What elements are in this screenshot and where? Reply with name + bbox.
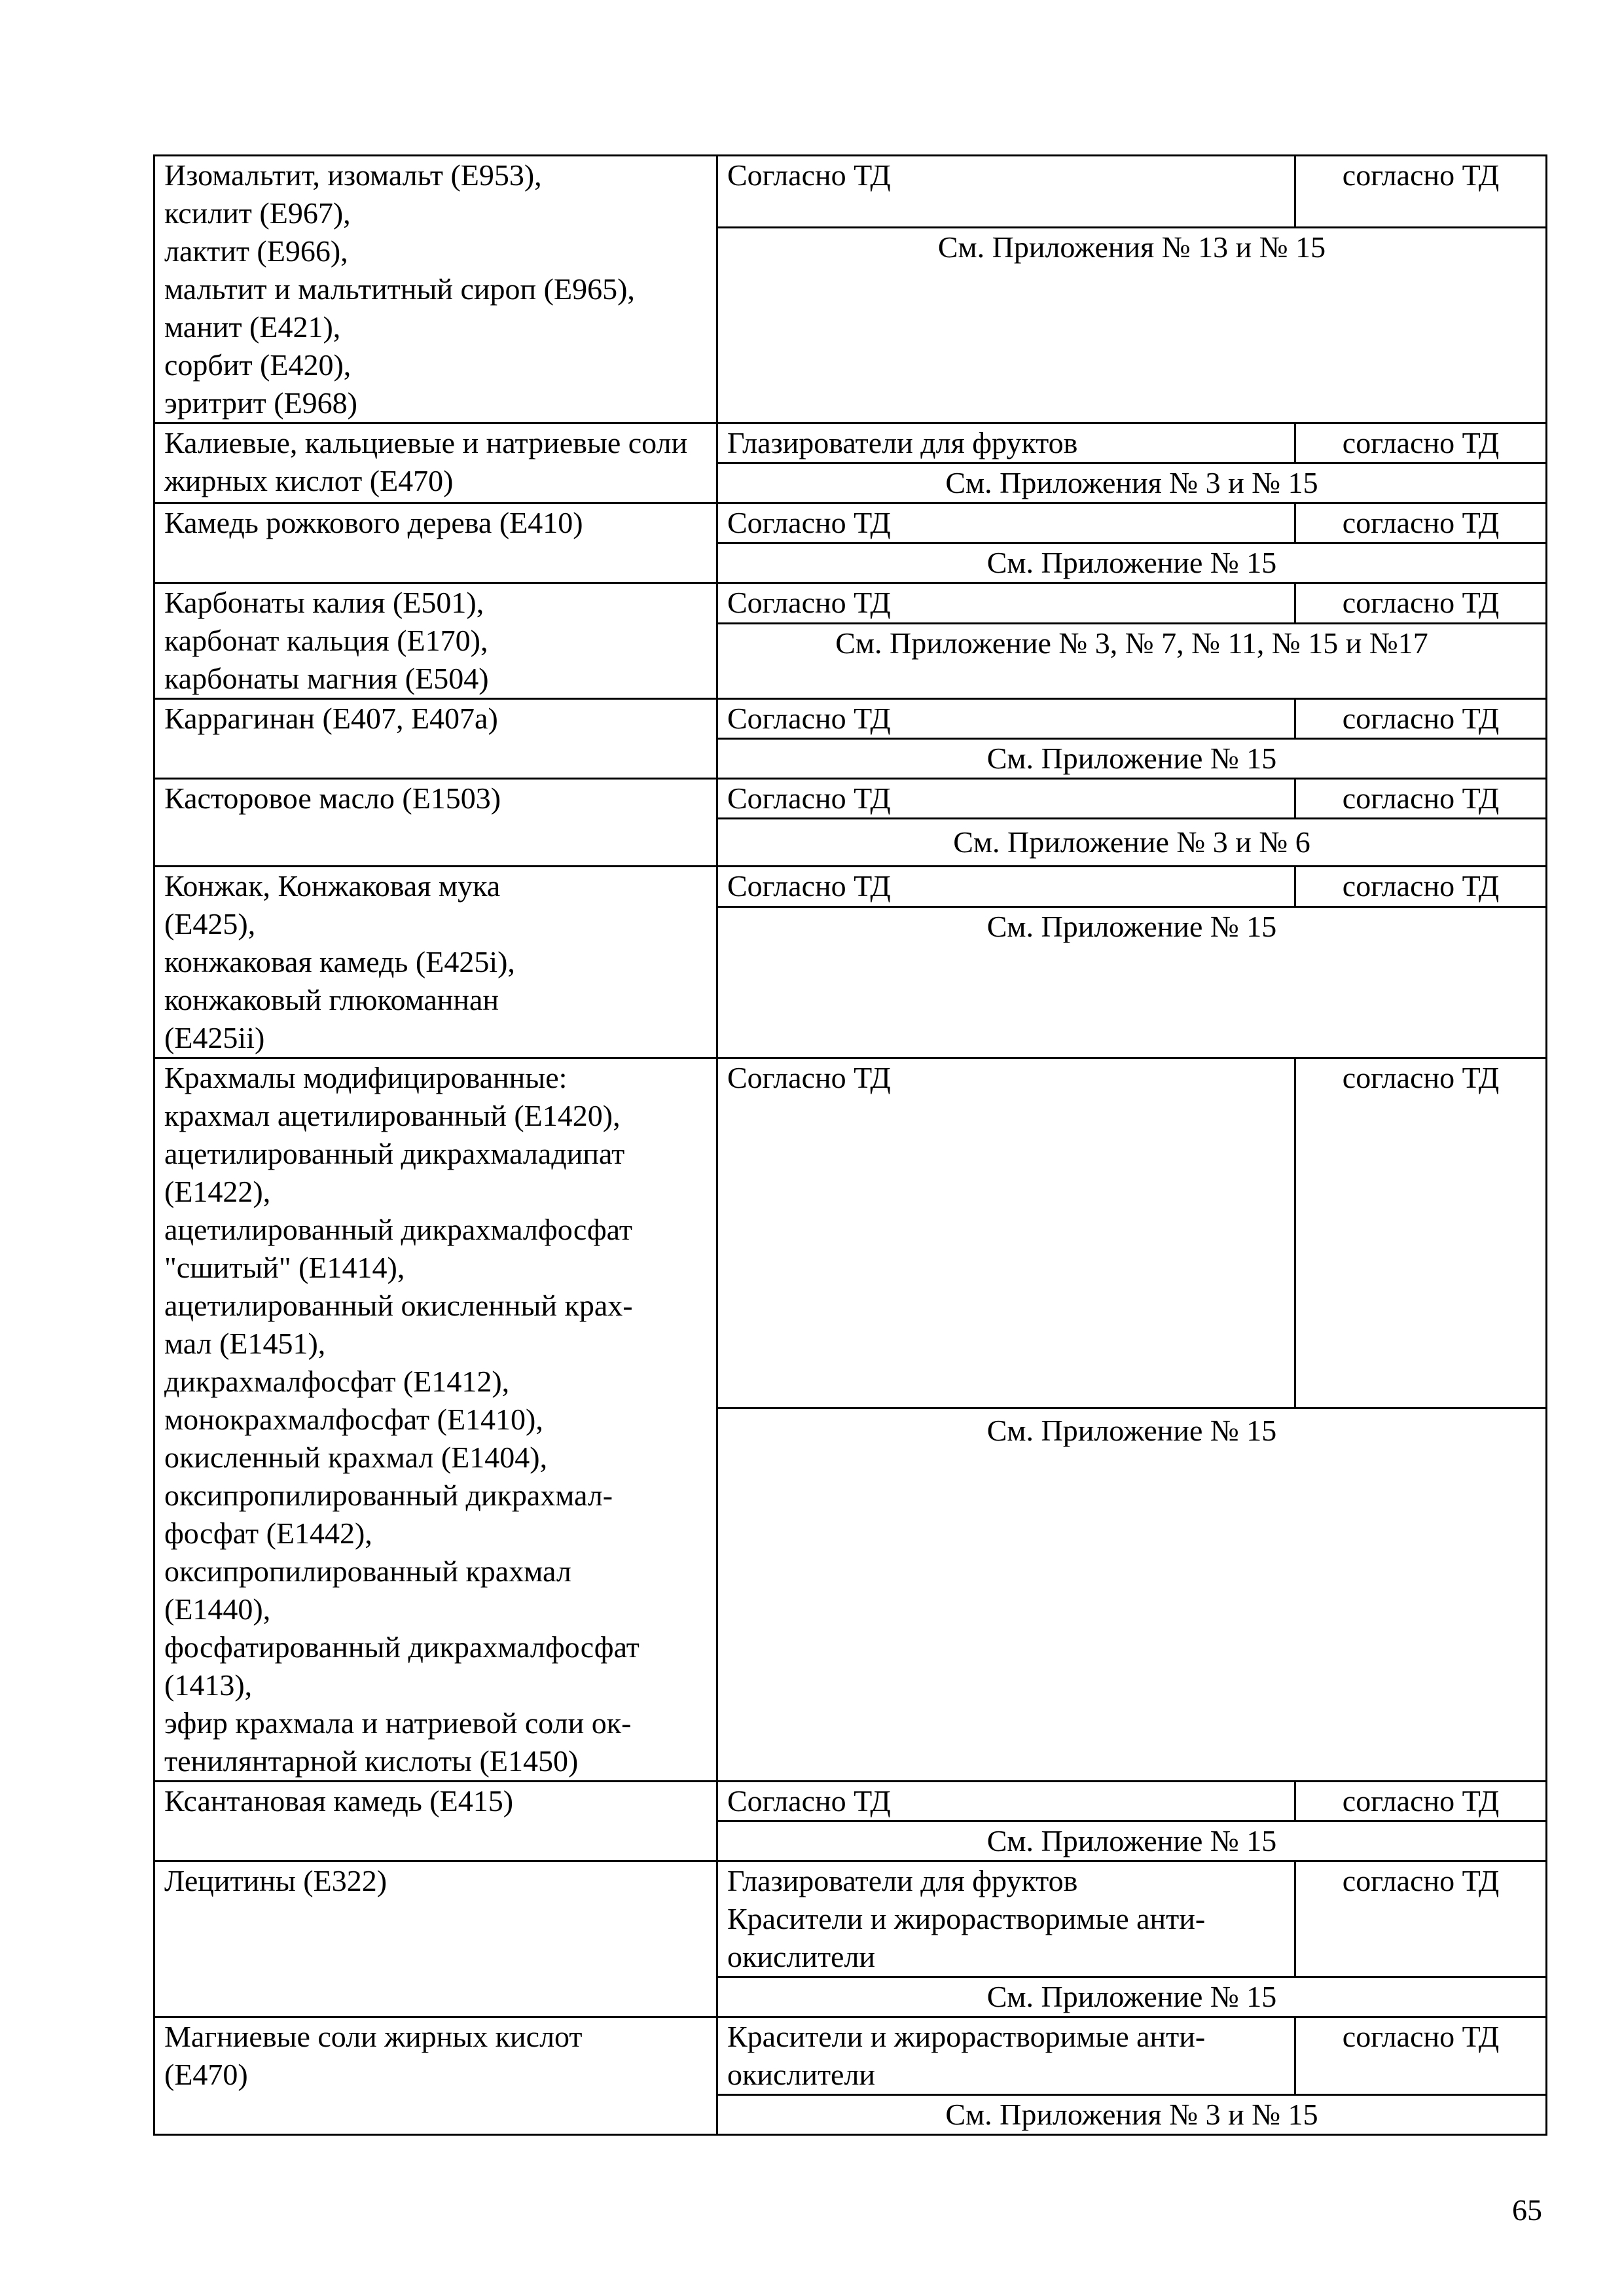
- reference-cell: См. Приложения № 13 и № 15: [717, 228, 1547, 423]
- table-row: [154, 779, 1547, 819]
- use-cell: Согласно ТД: [717, 1782, 1295, 1821]
- substance-cell: Касторовое масло (Е1503): [154, 779, 717, 867]
- use-cell: Глазирователи для фруктов Красители и жирорастворимые анти- окислители: [717, 1861, 1295, 1977]
- use-cell: Согласно ТД: [717, 1058, 1295, 1408]
- table-row: [154, 867, 1547, 907]
- table-row: [154, 1058, 1547, 1408]
- table-row: [154, 156, 1547, 228]
- substance-cell: Изомальтит, изомальт (Е953), ксилит (Е967), лактит (Е966), мальтит и мальтитный сироп (Е965), манит (Е421), сорбит (Е420), эритрит (Е968): [154, 156, 717, 423]
- use-cell: Согласно ТД: [717, 503, 1295, 543]
- substance-cell: Крахмалы модифицированные: крахмал ацетилированный (Е1420), ацетилированный дикрахмаладипат (Е1422), ацетилированный дикрахмалфосфат "сшитый" (Е1414), ацетилированный окисленный крах- мал (Е1451), дикрахмалфосфат (Е1412), монокрахмалфосфат (Е1410), окисленный крахмал (Е1404), оксипропилированный дикрахмал- фосфат (Е1442), оксипропилированный крахмал (Е1440), фосфатированный дикрахмалфосфат (1413), эфир крахмала и натриевой соли ок- тенилянтарной кислоты (Е1450): [154, 1058, 717, 1782]
- use-cell: Согласно ТД: [717, 699, 1295, 739]
- reference-cell: См. Приложение № 3 и № 6: [717, 819, 1547, 867]
- max-level-cell: согласно ТД: [1295, 503, 1547, 543]
- reference-cell: См. Приложение № 15: [717, 1821, 1547, 1861]
- substance-cell: Конжак, Конжаковая мука (Е425), конжаковая камедь (Е425i), конжаковый глюкоманнан (Е425ii): [154, 867, 717, 1058]
- additives-table: [153, 154, 1547, 2136]
- max-level-cell: согласно ТД: [1295, 1058, 1547, 1408]
- max-level-cell: согласно ТД: [1295, 423, 1547, 463]
- use-cell: Согласно ТД: [717, 156, 1295, 228]
- use-cell: Согласно ТД: [717, 583, 1295, 624]
- substance-cell: Камедь рожкового дерева (Е410): [154, 503, 717, 583]
- reference-cell: См. Приложение № 15: [717, 1977, 1547, 2017]
- reference-cell: См. Приложение № 15: [717, 1408, 1547, 1781]
- max-level-cell: согласно ТД: [1295, 583, 1547, 624]
- reference-cell: См. Приложения № 3 и № 15: [717, 2095, 1547, 2135]
- max-level-cell: согласно ТД: [1295, 699, 1547, 739]
- use-cell: Глазирователи для фруктов: [717, 423, 1295, 463]
- reference-cell: См. Приложение № 15: [717, 543, 1547, 583]
- max-level-cell: согласно ТД: [1295, 779, 1547, 819]
- reference-cell: См. Приложение № 15: [717, 739, 1547, 779]
- max-level-cell: согласно ТД: [1295, 1861, 1547, 1977]
- table-row: [154, 423, 1547, 463]
- use-cell: Красители и жирорастворимые анти- окислители: [717, 2017, 1295, 2095]
- max-level-cell: согласно ТД: [1295, 2017, 1547, 2095]
- reference-cell: См. Приложение № 15: [717, 907, 1547, 1058]
- max-level-cell: согласно ТД: [1295, 156, 1547, 228]
- use-cell: Согласно ТД: [717, 867, 1295, 907]
- reference-cell: См. Приложения № 3 и № 15: [717, 463, 1547, 503]
- max-level-cell: согласно ТД: [1295, 1782, 1547, 1821]
- table-row: [154, 583, 1547, 624]
- substance-cell: Магниевые соли жирных кислот (Е470): [154, 2017, 717, 2135]
- substance-cell: Калиевые, кальциевые и натриевые соли жирных кислот (Е470): [154, 423, 717, 503]
- max-level-cell: согласно ТД: [1295, 867, 1547, 907]
- page-number: 65: [1512, 2193, 1542, 2227]
- table-row: [154, 1861, 1547, 1977]
- table-row: [154, 503, 1547, 543]
- table-row: [154, 1782, 1547, 1821]
- table-row: [154, 2017, 1547, 2095]
- substance-cell: Лецитины (Е322): [154, 1861, 717, 2017]
- reference-cell: См. Приложение № 3, № 7, № 11, № 15 и №17: [717, 624, 1547, 699]
- substance-cell: Каррагинан (Е407, Е407а): [154, 699, 717, 779]
- substance-cell: Ксантановая камедь (Е415): [154, 1782, 717, 1861]
- substance-cell: Карбонаты калия (Е501), карбонат кальция (Е170), карбонаты магния (Е504): [154, 583, 717, 699]
- use-cell: Согласно ТД: [717, 779, 1295, 819]
- table-row: [154, 699, 1547, 739]
